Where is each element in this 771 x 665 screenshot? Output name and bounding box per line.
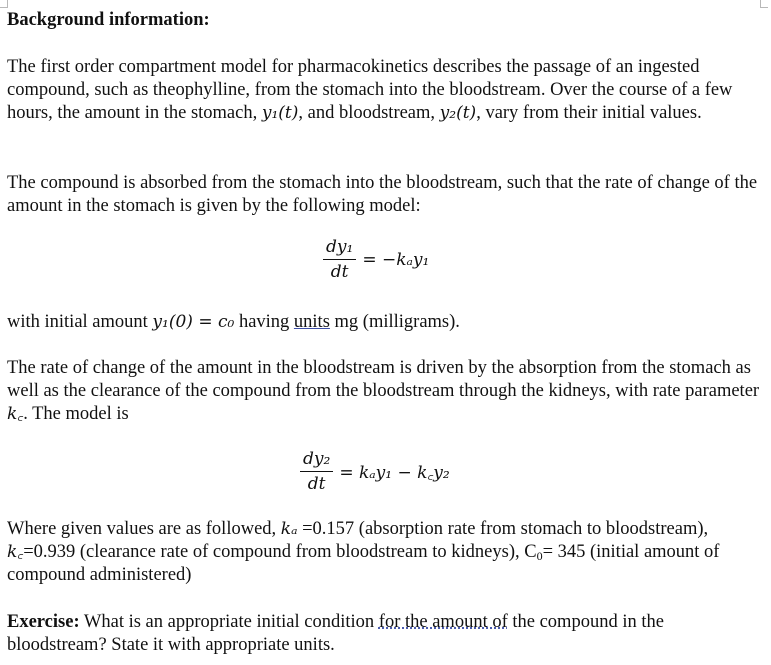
- c0-subscript: 0: [536, 549, 543, 563]
- page-corner-mark-right: [760, 0, 768, 8]
- paragraph-bloodstream-rate: The rate of change of the amount in the bloodstream is driven by the absorption from the stomach as well as the clearance of the compound from the bloodstream through the kidneys, with rate parameter k꜀. The model is: [7, 358, 760, 424]
- background-heading: Background information:: [7, 10, 210, 30]
- paragraph-stomach-rate: The compound is absorbed from the stomach into the bloodstream, such that the rate of change of the amount in the stomach is given by the following model:: [7, 173, 758, 216]
- page-corner-mark-left: [0, 0, 8, 8]
- units-word: units: [293, 312, 330, 332]
- equation-bloodstream-rhs: = kₐy₁ − k꜀y₂: [339, 463, 450, 483]
- equation-stomach: [323, 237, 429, 282]
- equation-stomach-rhs: = −kₐy₁: [362, 249, 430, 270]
- derivative-dy2-dt: $\frac{\text{dy₂}}{dt}$: [300, 449, 333, 494]
- dotted-underlined-phrase: for the amount of: [378, 612, 508, 632]
- ka-symbol: kₐ: [280, 519, 298, 539]
- y2-of-t: y₂(t): [439, 103, 477, 123]
- y1-of-t: y₁(t): [261, 103, 299, 123]
- derivative-dy1-dt: $\frac{\text{dy₁}}{dt}$: [323, 237, 356, 282]
- equation-bloodstream: [300, 449, 450, 494]
- exercise-label: Exercise:: [7, 612, 80, 632]
- paragraph-given-values: Where given values are as followed, kₐ =0.157 (absorption rate from stomach to bloodstream), k꜀=0.939 (clearance rate of compound from bloodstream to kidneys), $C_0= 345$ (initial amount of compound administered): [7, 519, 720, 585]
- kc-symbol: k꜀: [7, 404, 24, 424]
- paragraph-initial-amount: with initial amount y₁(0) = c₀ having units mg (milligrams).: [7, 312, 460, 332]
- kc-symbol: k꜀: [7, 542, 24, 562]
- paragraph-exercise: Exercise: What is an appropriate initial condition for the amount of the compound in the bloodstream? State it with appropriate units.: [7, 612, 664, 655]
- paragraph-model-intro: The first order compartment model for pharmacokinetics describes the passage of an ingested compound, such as theophylline, from the stomach into the bloodstream. Over the course of a few hours, the amount in the stomach, y₁(t), and bloodstream, y₂(t), vary from their initial values.: [7, 57, 733, 123]
- initial-condition-y1: y₁(0) = c₀: [152, 312, 235, 332]
